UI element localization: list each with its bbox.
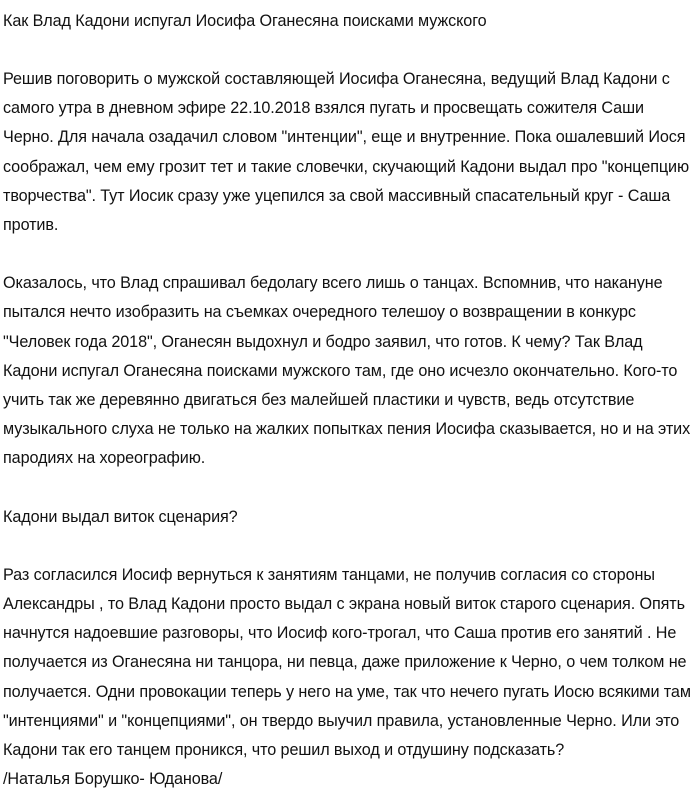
article-author-signature: /Наталья Борушко- Юданова/ [3, 770, 223, 789]
article-paragraph-4: Раз согласился Иосиф вернуться к занятиям танцами, не получив согласия со стороны Александры , то Влад Кадони просто выдал с экрана новый виток старого сценария. Опять начнутся надоевшие разговоры, что Иосиф кого-трогал, что Саша против его занятий . Не получается из Оганесяна ни танцора, ни певца, даже приложение к Черно, о чем толком не получается. Одни провокации теперь у него на уме, так что нечего пугать Иосю всякими там "интенциями" и "концепциями", он твердо выучил правила, установленные Черно. Или это Кадони так его танцем проникся, что решил выход и отдушину подсказать? [3, 565, 691, 760]
article-paragraph-1: Решив поговорить о мужской составляющей Иосифа Оганесяна, ведущий Влад Кадони с самого утра в дневном эфире 22.10.2018 взялся пугать и просвещать сожителя Саши Черно. Для начала озадачил словом "интенции", еще и внутренние. Пока ошалевший Иося соображал, чем ему грозит тет и такие словечки, скучающий Кадони выдал про "концепцию творчества". Тут Иосик сразу уже уцепился за свой массивный спасательный круг - Саша против. [3, 70, 690, 235]
title-spacer [3, 36, 693, 65]
article-subheading-question: Кадони выдал виток сценария? [3, 507, 238, 526]
article-paragraph-2: Оказалось, что Влад спрашивал бедолагу всего лишь о танцах. Вспомнив, что накануне пытался нечто изобразить на съемках очередного телешоу о возвращении в конкурс "Человек года 2018", Оганесян выдохнул и бодро заявил, что готов. К чему? Так Влад Кадони испугал Оганесяна поисками мужского там, где оно исчезло окончательно. Кого-то учить так же деревянно двигаться без малейшей пластики и чувств, ведь отсутствие музыкального слуха не только на жалких попытках пения Иосифа сказывается, но и на этих пародиях на хореографию. [3, 274, 691, 468]
page-title: Как Влад Кадони испугал Иосифа Оганесяна поисками мужского [3, 12, 487, 30]
